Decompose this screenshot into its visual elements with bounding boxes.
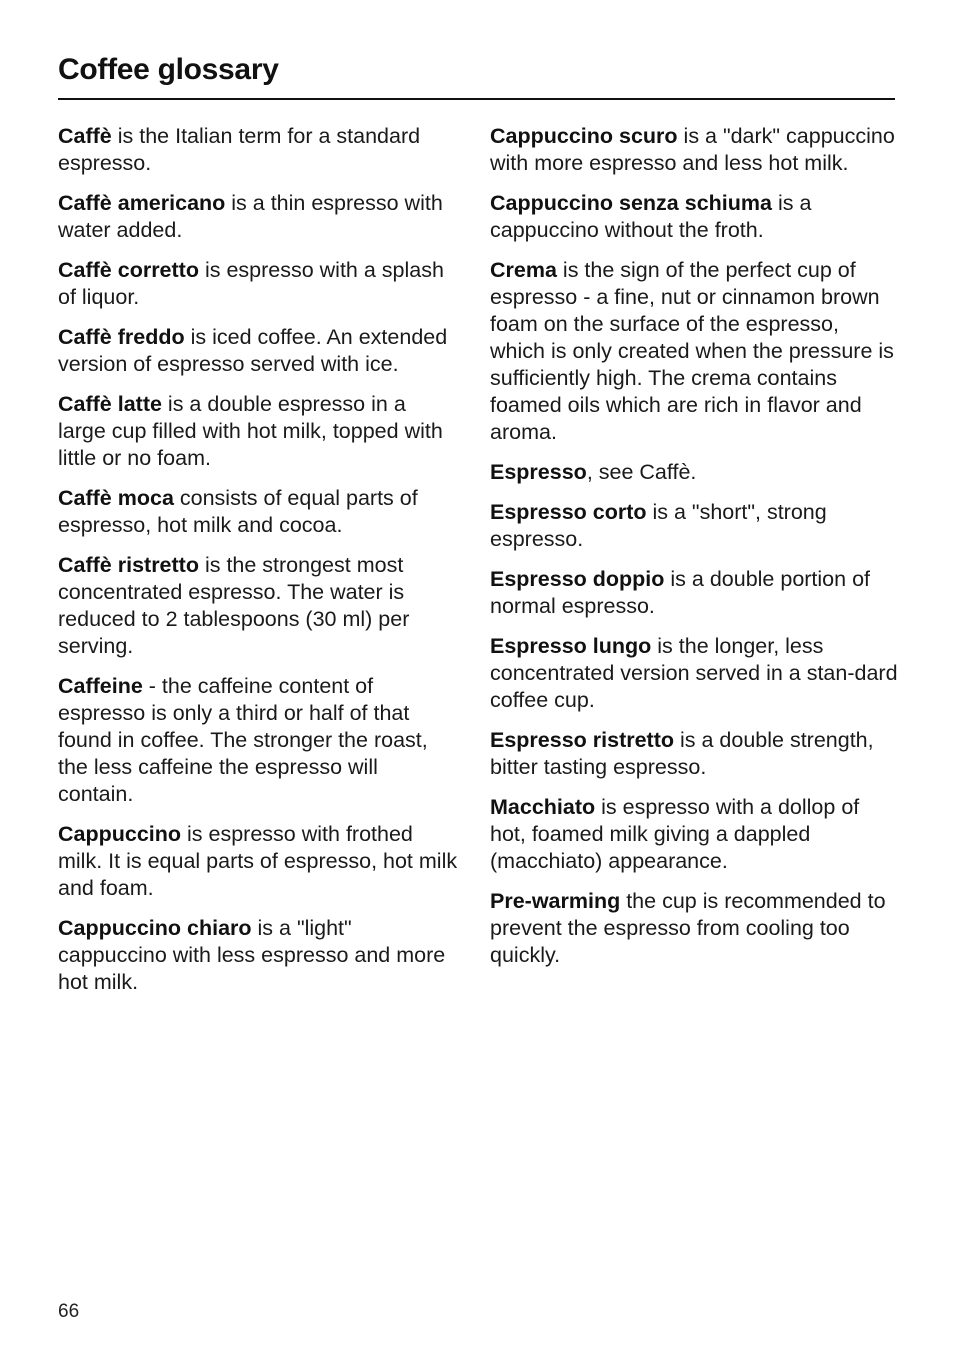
glossary-entry bbox=[58, 485, 458, 539]
glossary-term: Cappuccino senza schiuma bbox=[490, 191, 772, 215]
glossary-term: Caffè americano bbox=[58, 191, 226, 215]
glossary-column-left bbox=[58, 123, 458, 1009]
glossary-entry bbox=[58, 324, 458, 378]
glossary-term: Espresso ristretto bbox=[490, 728, 675, 752]
page-title: Coffee glossary bbox=[58, 53, 279, 86]
glossary-entry bbox=[58, 391, 458, 472]
glossary-term: Espresso lungo bbox=[490, 634, 652, 658]
glossary-definition: is espresso with a splash of liquor. bbox=[58, 258, 444, 309]
glossary-term: Caffè latte bbox=[58, 392, 162, 416]
glossary-term: Caffè corretto bbox=[58, 258, 199, 282]
glossary-entry bbox=[490, 888, 898, 969]
glossary-term: Cappuccino chiaro bbox=[58, 916, 252, 940]
glossary-definition: is a "light" cappuccino with less espresso and more hot milk. bbox=[58, 916, 446, 994]
glossary-entry bbox=[490, 123, 898, 177]
glossary-definition: is the longer, less concentrated version served in a stan-dard coffee cup. bbox=[490, 634, 898, 712]
glossary-definition: is espresso with frothed milk. It is equal parts of espresso, hot milk and foam. bbox=[58, 822, 458, 900]
glossary-term: Macchiato bbox=[490, 795, 596, 819]
page-number: 66 bbox=[58, 1301, 80, 1322]
glossary-definition: is a double portion of normal espresso. bbox=[490, 567, 871, 618]
title-divider bbox=[58, 98, 895, 100]
glossary-definition: consists of equal parts of espresso, hot milk and cocoa. bbox=[58, 486, 418, 537]
glossary-term: Espresso bbox=[490, 460, 587, 484]
glossary-entry bbox=[490, 794, 898, 875]
glossary-term: Crema bbox=[490, 258, 557, 282]
glossary-definition: is the Italian term for a standard espresso. bbox=[58, 124, 421, 175]
glossary-term: Cappuccino bbox=[58, 822, 182, 846]
glossary-definition: , see Caffè. bbox=[586, 460, 697, 484]
glossary-term: Espresso doppio bbox=[490, 567, 665, 591]
glossary-term: Cappuccino scuro bbox=[490, 124, 678, 148]
glossary-entry bbox=[490, 459, 898, 486]
glossary-entry bbox=[490, 499, 898, 553]
glossary-term: Caffè ristretto bbox=[58, 553, 199, 577]
glossary-entry bbox=[58, 821, 458, 902]
glossary-definition: is a "dark" cappuccino with more espresso and less hot milk. bbox=[490, 124, 895, 175]
glossary-column-right bbox=[490, 123, 898, 982]
glossary-definition: is a double espresso in a large cup filled with hot milk, topped with little or no foam. bbox=[58, 392, 443, 470]
glossary-definition: is a cappuccino without the froth. bbox=[490, 191, 812, 242]
glossary-entry bbox=[490, 190, 898, 244]
glossary-entry bbox=[58, 673, 458, 808]
glossary-definition: the cup is recommended to prevent the espresso from cooling too quickly. bbox=[490, 889, 886, 967]
glossary-entry bbox=[490, 257, 898, 446]
glossary-term: Caffè moca bbox=[58, 486, 174, 510]
glossary-definition: - the caffeine content of espresso is only a third or half of that found in coffee. The stronger the roast, the less caffeine the espresso will contain. bbox=[58, 674, 428, 806]
glossary-definition: is the sign of the perfect cup of espresso - a fine, nut or cinnamon brown foam on the surface of the espresso, which is only created when the pressure is sufficiently high. The crema contains foamed oils which are rich in flavor and aroma. bbox=[490, 258, 894, 444]
glossary-term: Caffè bbox=[58, 124, 112, 148]
glossary-definition: is a "short", strong espresso. bbox=[490, 500, 827, 551]
glossary-definition: is espresso with a dollop of hot, foamed milk giving a dappled (macchiato) appearance. bbox=[490, 795, 860, 873]
glossary-definition: is iced coffee. An extended version of espresso served with ice. bbox=[58, 325, 448, 376]
glossary-definition: is the strongest most concentrated espresso. The water is reduced to 2 tablespoons (30 ml) per serving. bbox=[58, 553, 410, 658]
glossary-entry bbox=[58, 257, 458, 311]
glossary-entry bbox=[58, 190, 458, 244]
glossary-definition: is a double strength, bitter tasting espresso. bbox=[490, 728, 874, 779]
glossary-term: Espresso corto bbox=[490, 500, 647, 524]
glossary-definition: is a thin espresso with water added. bbox=[58, 191, 443, 242]
glossary-term: Caffeine bbox=[58, 674, 143, 698]
glossary-entry bbox=[58, 552, 458, 660]
glossary-entry bbox=[490, 727, 898, 781]
glossary-term: Caffè freddo bbox=[58, 325, 185, 349]
glossary-entry bbox=[490, 566, 898, 620]
glossary-term: Pre-warming bbox=[490, 889, 621, 913]
glossary-entry bbox=[58, 915, 458, 996]
glossary-entry bbox=[58, 123, 458, 177]
glossary-entry bbox=[490, 633, 898, 714]
